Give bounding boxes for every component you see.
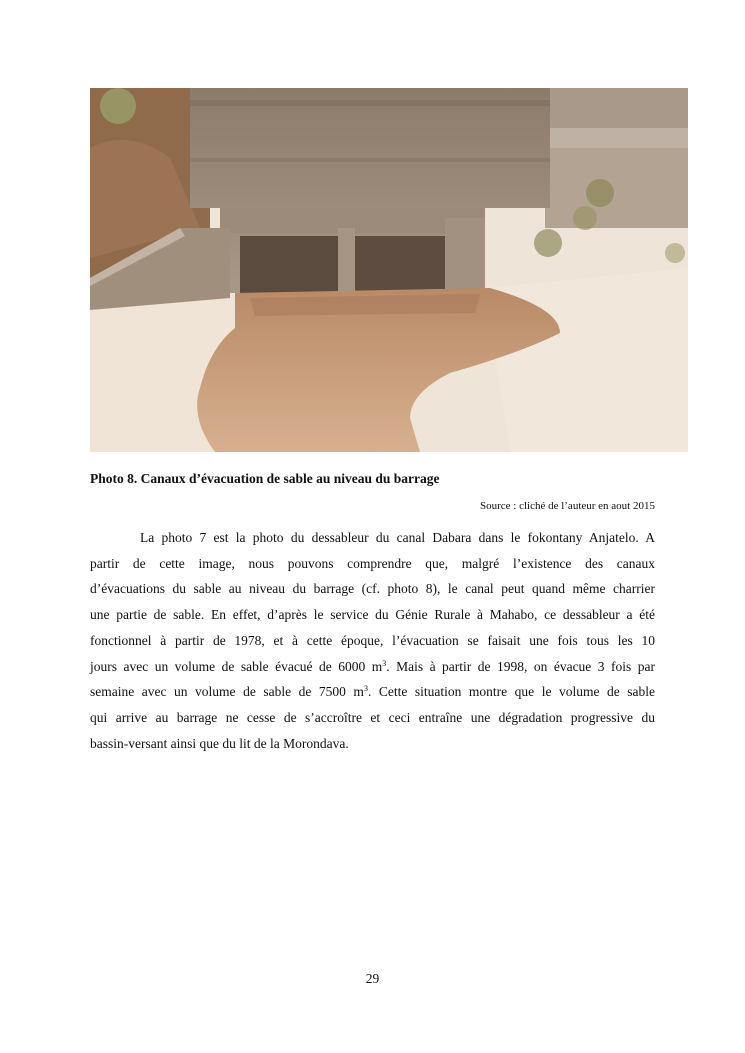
paragraph-line-with-exponent: [90, 654, 655, 680]
exponent: 3: [382, 658, 387, 668]
paragraph-line: La photo 7 est la photo du dessableur du canal Dabara dans le fokontany Anjatelo. A: [140, 530, 655, 545]
exponent: 3: [363, 684, 368, 694]
paragraph-line: une partie de sable. En effet, d’après le service du Génie Rurale à Mahabo, ce dessableur a été: [90, 607, 655, 623]
paragraph-line: qui arrive au barrage ne cesse de s’accroître et ceci entraîne une dégradation progressive du: [90, 709, 655, 725]
text-segment: semaine avec un volume de sable de 7500 m: [90, 684, 364, 700]
paragraph-line: bassin-versant ainsi que du lit de la Morondava.: [90, 735, 349, 751]
dam-photo-illustration: [90, 88, 688, 452]
body-paragraph: [90, 525, 655, 756]
paragraph-line-with-exponent: [90, 679, 655, 705]
dam-photo: [90, 88, 688, 452]
photo-caption: Photo 8. Canaux d’évacuation de sable au niveau du barrage: [90, 471, 440, 486]
photo-source: Source : cliché de l’auteur en aout 2015: [479, 500, 655, 512]
paragraph-line: partir de cette image, nous pouvons comprendre que, malgré l’existence des canaux: [90, 555, 655, 571]
paragraph-line: d’évacuations du sable au niveau du barrage (cf. photo 8), le canal peut quand même charrier: [90, 581, 655, 597]
text-segment: . Mais à partir de 1998, on évacue 3 fois par: [386, 658, 655, 674]
paragraph-line: fonctionnel à partir de 1978, et à cette époque, l’évacuation se faisait une fois tous les 10: [90, 632, 655, 648]
text-segment: . Cette situation montre que le volume de sable: [367, 684, 655, 700]
page-number: 29: [365, 971, 380, 986]
text-segment: jours avec un volume de sable évacué de 6000 m: [90, 658, 383, 674]
